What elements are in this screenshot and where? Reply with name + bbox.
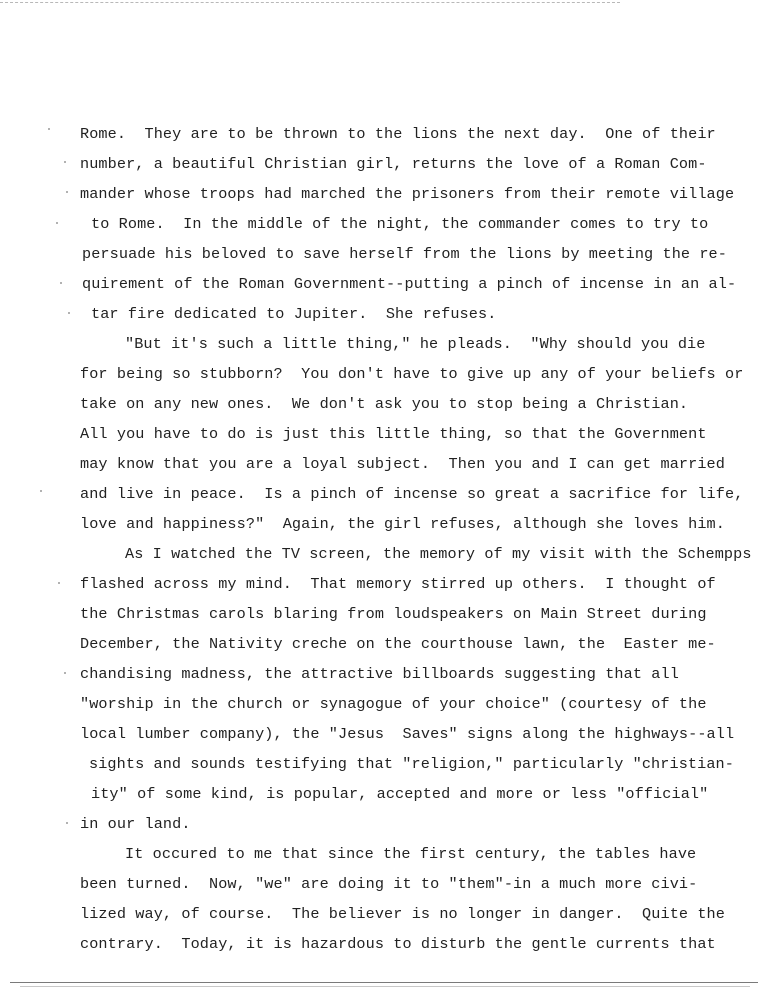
text-line: "But it's such a little thing," he pleads. "Why should you die: [125, 335, 706, 353]
text-line: tar fire dedicated to Jupiter. She refuses.: [91, 305, 497, 323]
text-line: contrary. Today, it is hazardous to disturb the gentle currents that: [80, 935, 716, 953]
text-line: take on any new ones. We don't ask you to stop being a Christian.: [80, 395, 689, 413]
scan-speck: [58, 582, 60, 584]
text-line: ity" of some kind, is popular, accepted and more or less "official": [91, 785, 709, 803]
scan-speck: [66, 822, 68, 824]
bottom-edge-line-secondary: [20, 986, 750, 987]
text-line: mander whose troops had marched the prisoners from their remote village: [80, 185, 735, 203]
bottom-edge-line: [10, 982, 758, 983]
text-line: As I watched the TV screen, the memory of my visit with the Schempps: [125, 545, 752, 563]
scan-speck: [56, 222, 58, 224]
scan-speck: [64, 161, 66, 163]
text-line: sights and sounds testifying that "religion," particularly "christian-: [89, 755, 734, 773]
text-line: local lumber company), the "Jesus Saves" signs along the highways--all: [80, 725, 735, 743]
text-line: lized way, of course. The believer is no longer in danger. Quite the: [80, 905, 725, 923]
text-line: and live in peace. Is a pinch of incense so great a sacrifice for life,: [80, 485, 744, 503]
text-line: "worship in the church or synagogue of your choice" (courtesy of the: [80, 695, 707, 713]
text-line: December, the Nativity creche on the courthouse lawn, the Easter me-: [80, 635, 716, 653]
text-line: chandising madness, the attractive billboards suggesting that all: [80, 665, 679, 683]
text-line: number, a beautiful Christian girl, returns the love of a Roman Com-: [80, 155, 707, 173]
text-line: been turned. Now, "we" are doing it to "them"-in a much more civi-: [80, 875, 698, 893]
text-line: Rome. They are to be thrown to the lions the next day. One of their: [80, 125, 716, 143]
scan-speck: [48, 128, 50, 130]
text-line: quirement of the Roman Government--putting a pinch of incense in an al-: [82, 275, 737, 293]
top-edge-line: [0, 2, 620, 3]
scan-speck: [40, 490, 42, 492]
text-line: All you have to do is just this little thing, so that the Government: [80, 425, 707, 443]
text-line: the Christmas carols blaring from loudspeakers on Main Street during: [80, 605, 707, 623]
scan-speck: [66, 191, 68, 193]
text-line: in our land.: [80, 815, 191, 833]
scan-speck: [68, 312, 70, 314]
text-line: for being so stubborn? You don't have to give up any of your beliefs or: [80, 365, 744, 383]
text-line: love and happiness?" Again, the girl refuses, although she loves him.: [80, 515, 725, 533]
text-line: flashed across my mind. That memory stirred up others. I thought of: [80, 575, 716, 593]
scan-speck: [60, 282, 62, 284]
text-line: may know that you are a loyal subject. Then you and I can get married: [80, 455, 725, 473]
text-line: It occured to me that since the first century, the tables have: [125, 845, 697, 863]
text-line: to Rome. In the middle of the night, the commander comes to try to: [91, 215, 709, 233]
scan-speck: [64, 672, 66, 674]
text-line: persuade his beloved to save herself from the lions by meeting the re-: [82, 245, 727, 263]
